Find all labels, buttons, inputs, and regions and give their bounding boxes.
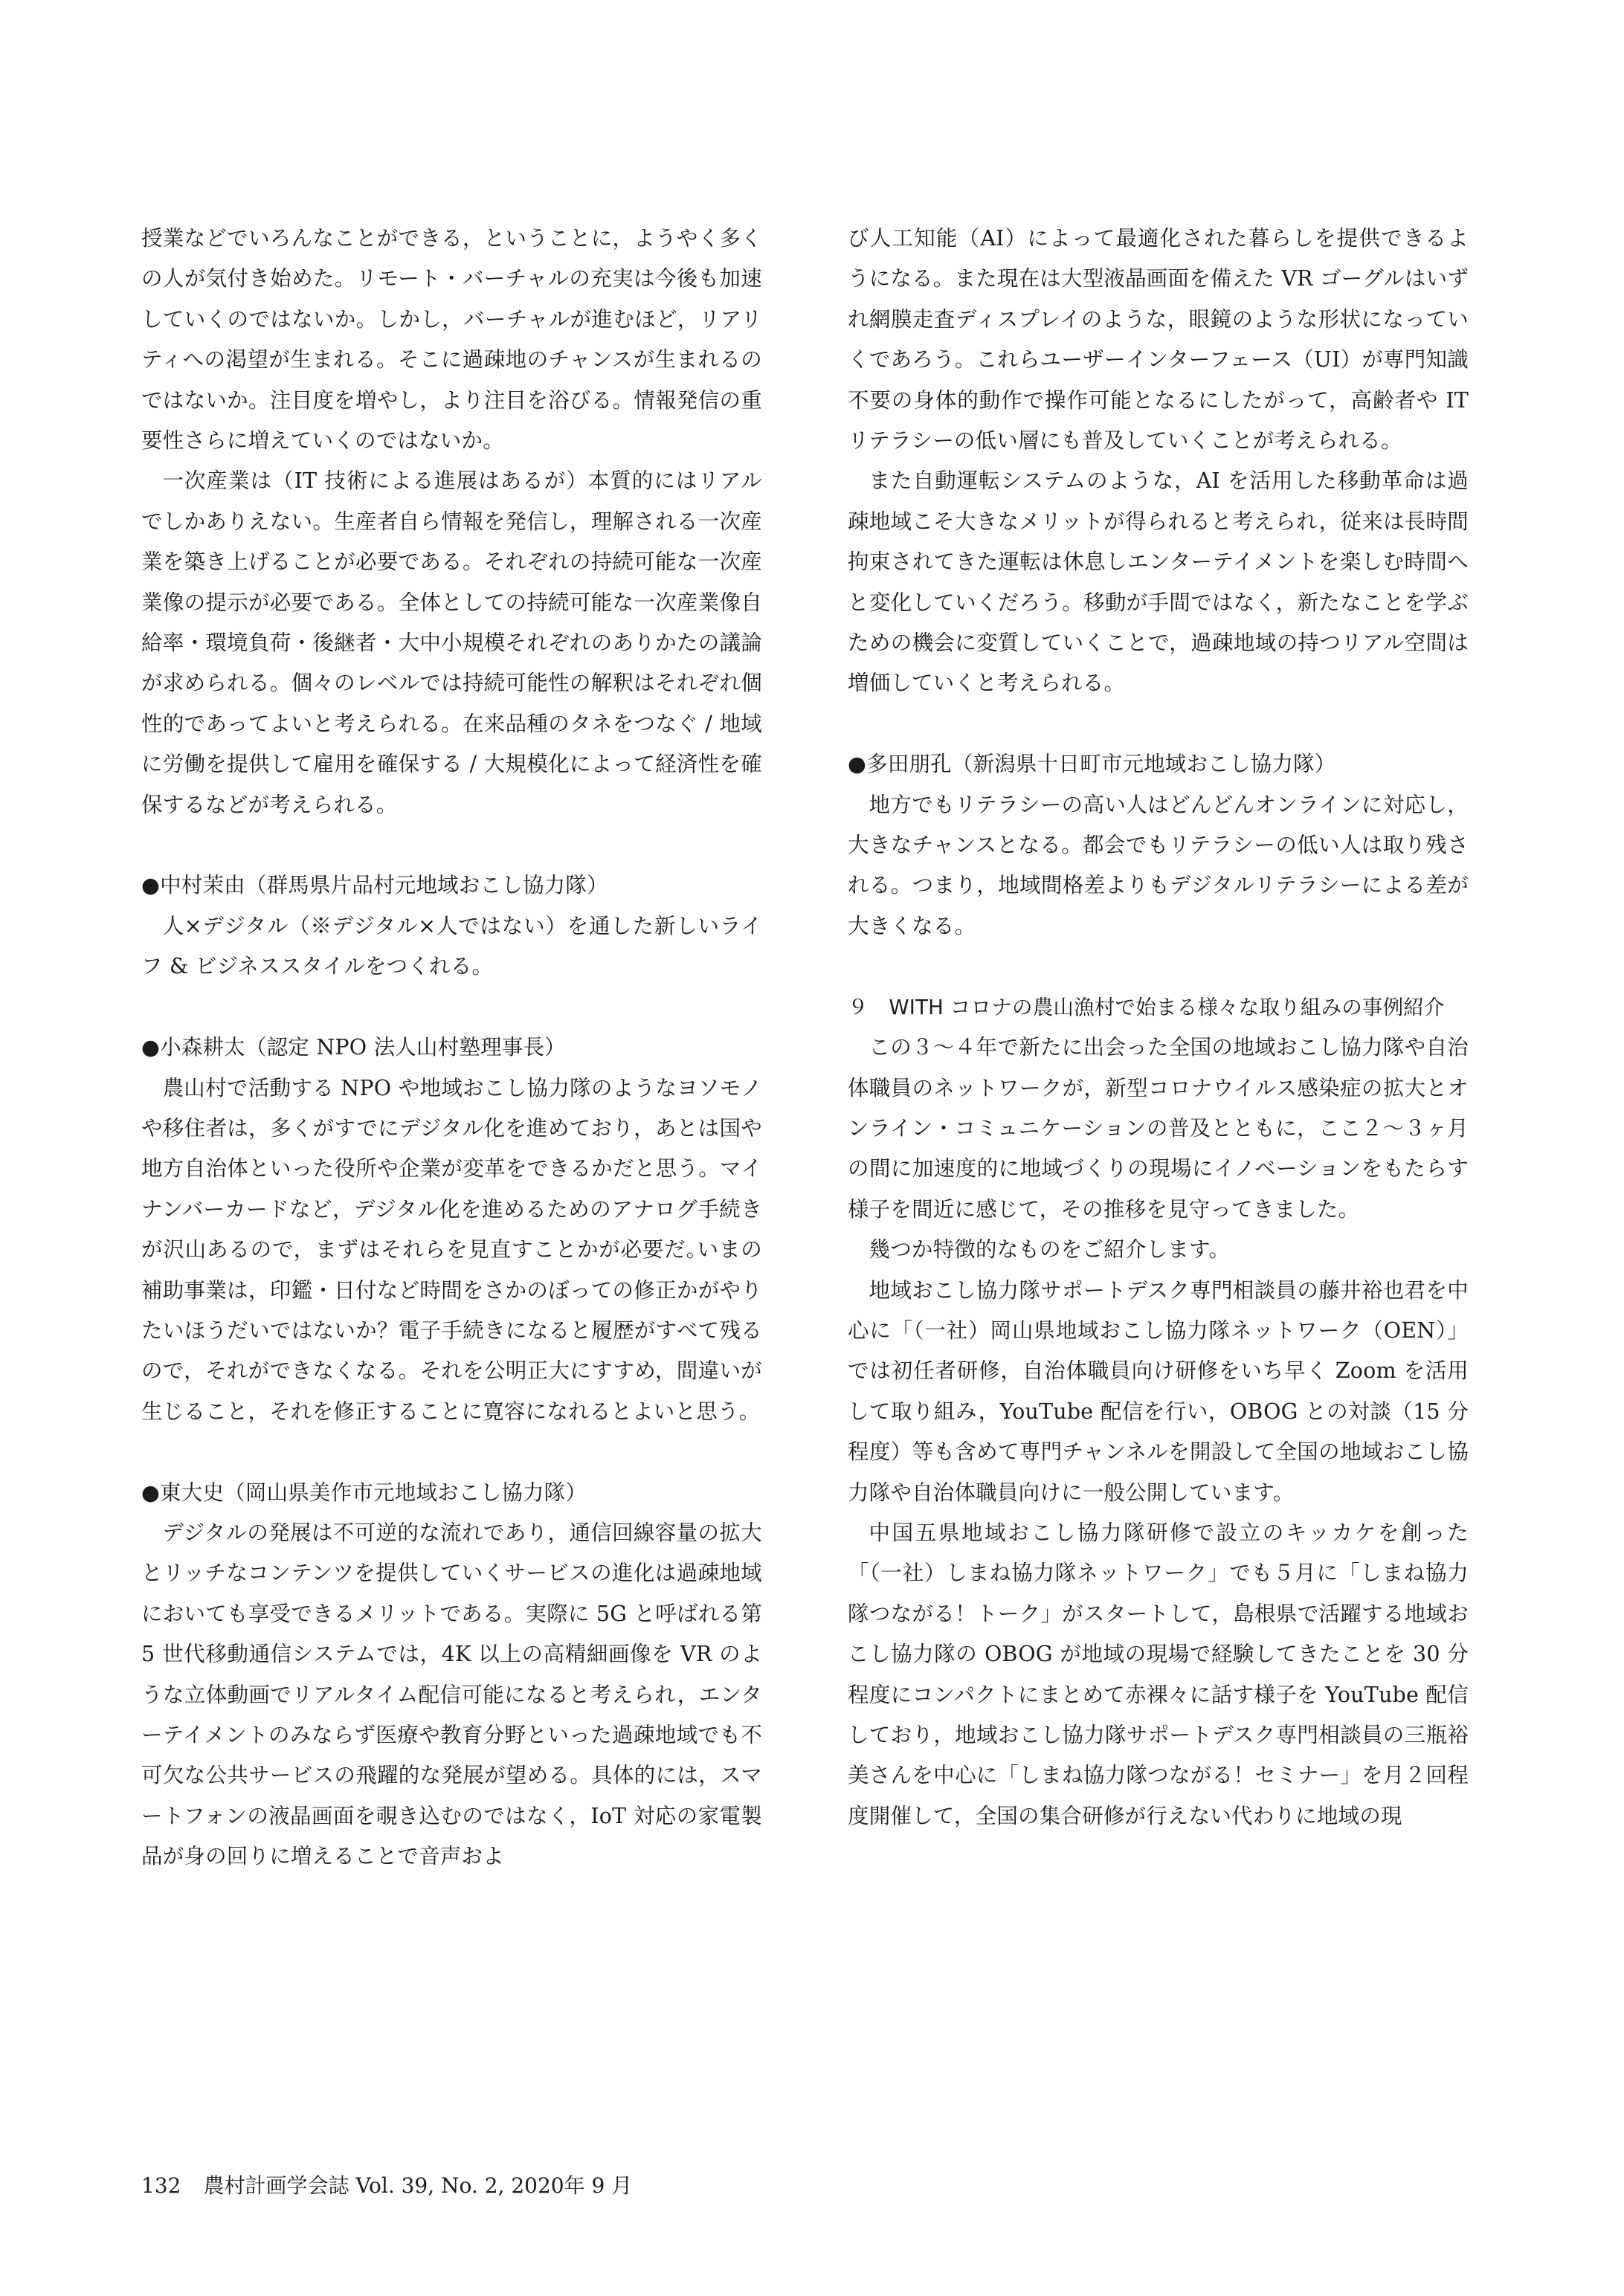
right-paragraph-5: 地域おこし協力隊サポートデスク専門相談員の藤井裕也君を中心に「（一社）岡山県地域おこし協力隊ネットワーク（OEN）」では初任者研修，自治体職員向け研修をいち早く Zoom を活用して取り組み，YouTube 配信を行い，OBOG との対談（15 分程度）等も含めて専門チャンネルを開設して全国の地域おこし協力隊や自治体職員向けに一般公開しています。 (848, 1277, 1469, 1505)
spacer (848, 704, 1469, 744)
section-9-heading: ９ WITH コロナの農山漁村で始まる様々な取り組みの事例紹介 (848, 995, 1445, 1019)
right-paragraph-2: また自動運転システムのような，AI を活用した移動革命は過疎地域こそ大きなメリットが得られると考えられ，従来は長時間拘束されてきた運転は休息しエンターテイメントを楽しむ時間へと変化していくだろう。移動が手間ではなく，新たなことを学ぶための機会に変質していくことで，過疎地域の持つリアル空間は増価していくと考えられる。 (848, 468, 1469, 696)
right-paragraph-1: び人工知能（AI）によって最適化された暮らしを提供できるようになる。また現在は大型液晶画面を備えた VR ゴーグルはいずれ網膜走査ディスプレイのような，眼鏡のような形状になっていくであろう。これらユーザーインターフェース（UI）が専門知識不要の身体的動作で操作可能となるにしたがって，高齢者や IT リテラシーの低い層にも普及していくことが考えられる。 (848, 226, 1469, 454)
paragraph-komori: 農山村で活動する NPO や地域おこし協力隊のようなヨソモノや移住者は，多くがすでにデジタル化を進めており，あとは国や地方自治体といった役所や企業が変革をできるかだと思う。マイナンバーカードなど，デジタル化を進めるためのアナログ手続きが沢山あるので，まずはそれらを見直すことかが必要だ｡いまの補助事業は，印鑑・日付など時間をさかのぼっての修正かがやりたいほうだいではないか？電子手続きになると履歴がすべて残るので，それができなくなる。それを公明正大にすすめ，間違いが生じること，それを修正することに寛容になれるとよいと思う。 (141, 1075, 762, 1424)
spacer (848, 947, 1469, 987)
heading-nakamura: ●中村茉由（群馬県片品村元地域おこし協力隊） (141, 873, 608, 898)
spacer (141, 825, 762, 865)
spacer (141, 1432, 762, 1472)
right-paragraph-4: 幾つか特徴的なものをご紹介します。 (869, 1237, 1231, 1263)
left-column (141, 219, 762, 1877)
paragraph-tada: 地方でもリテラシーの高い人はどんどんオンラインに対応し，大きなチャンスとなる。都会でもリテラシーの低い人は取り残される。つまり，地域間格差よりもデジタルリテラシーによる差が大きくなる。 (848, 792, 1469, 938)
paragraph-nakamura: 人×デジタル（※デジタル×人ではない）を通した新しいライフ & ビジネススタイルをつくれる。 (141, 913, 762, 979)
spacer (141, 987, 762, 1028)
page-footer (141, 2171, 654, 2201)
right-paragraph-3: この３～４年で新たに出会った全国の地域おこし協力隊や自治体職員のネットワークが，新型コロナウイルス感染症の拡大とオンライン・コミュニケーションの普及とともに，ここ２～３ヶ月の間に加速度的に地域づくりの現場にイノベーションをもたらす様子を間近に感じて，その推移を見守ってきました。 (848, 1035, 1469, 1222)
page-number: 132 (141, 2173, 181, 2198)
journal-citation: 農村計画学会誌 Vol. 39, No. 2, 2020年 9 月 (203, 2173, 633, 2198)
right-column (848, 219, 1469, 1837)
paragraph-azuma: デジタルの発展は不可逆的な流れであり，通信回線容量の拡大とリッチなコンテンツを提供していくサービスの進化は過疎地域においても享受できるメリットである。実際に 5G と呼ばれる第 5 世代移動通信システムでは，4K 以上の高精細画像を VR のような立体動画でリアルタイム配信可能になると考えられ，エンターテイメントのみならず医療や教育分野といった過疎地域でも不可欠な公共サービスの飛躍的な発展が望める。具体的には，スマートフォンの液晶画面を覗き込むのではなく，IoT 対応の家電製品が身の回りに増えることで音声およ (141, 1520, 762, 1869)
heading-tada: ●多田朋孔（新潟県十日町市元地域おこし協力隊） (848, 752, 1336, 777)
left-paragraph-1: 授業などでいろんなことができる，ということに，ようやく多くの人が気付き始めた。リモート・バーチャルの充実は今後も加速していくのではないか。しかし，バーチャルが進むほど，リアリティへの渇望が生まれる。そこに過疎地のチャンスが生まれるのではないか。注目度を増やし，より注目を浴びる。情報発信の重要性さらに増えていくのではないか。 (141, 226, 762, 454)
heading-azuma: ●東大史（岡山県美作市元地域おこし協力隊） (141, 1480, 587, 1505)
left-paragraph-2: 一次産業は（IT 技術による進展はあるが）本質的にはリアルでしかありえない。生産者自ら情報を発信し，理解される一次産業を築き上げることが必要である。それぞれの持続可能な一次産業像の提示が必要である。全体としての持続可能な一次産業像自給率・環境負荷・後継者・大中小規模それぞれのありかたの議論が求められる。個々のレベルでは持続可能性の解釈はそれぞれ個性的であってよいと考えられる。在来品種のタネをつなぐ / 地域に労働を提供して雇用を確保する / 大規模化によって経済性を確保するなどが考えられる。 (141, 468, 762, 817)
right-paragraph-6: 中国五県地域おこし協力隊研修で設立のキッカケを創った「（一社）しまね協力隊ネットワーク」でも５月に「しまね協力隊つながる！トーク」がスタートして，島根県で活躍する地域おこし協力隊の OBOG が地域の現場で経験してきたことを 30 分程度にコンパクトにまとめて赤裸々に話す様子を YouTube 配信しており，地域おこし協力隊サポートデスク専門相談員の三瓶裕美さんを中心に「しまね協力隊つながる！セミナー」を月２回程度開催して，全国の集合研修が行えない代わりに地域の現 (848, 1520, 1469, 1828)
heading-komori: ●小森耕太（認定 NPO 法人山村塾理事長） (141, 1035, 566, 1060)
